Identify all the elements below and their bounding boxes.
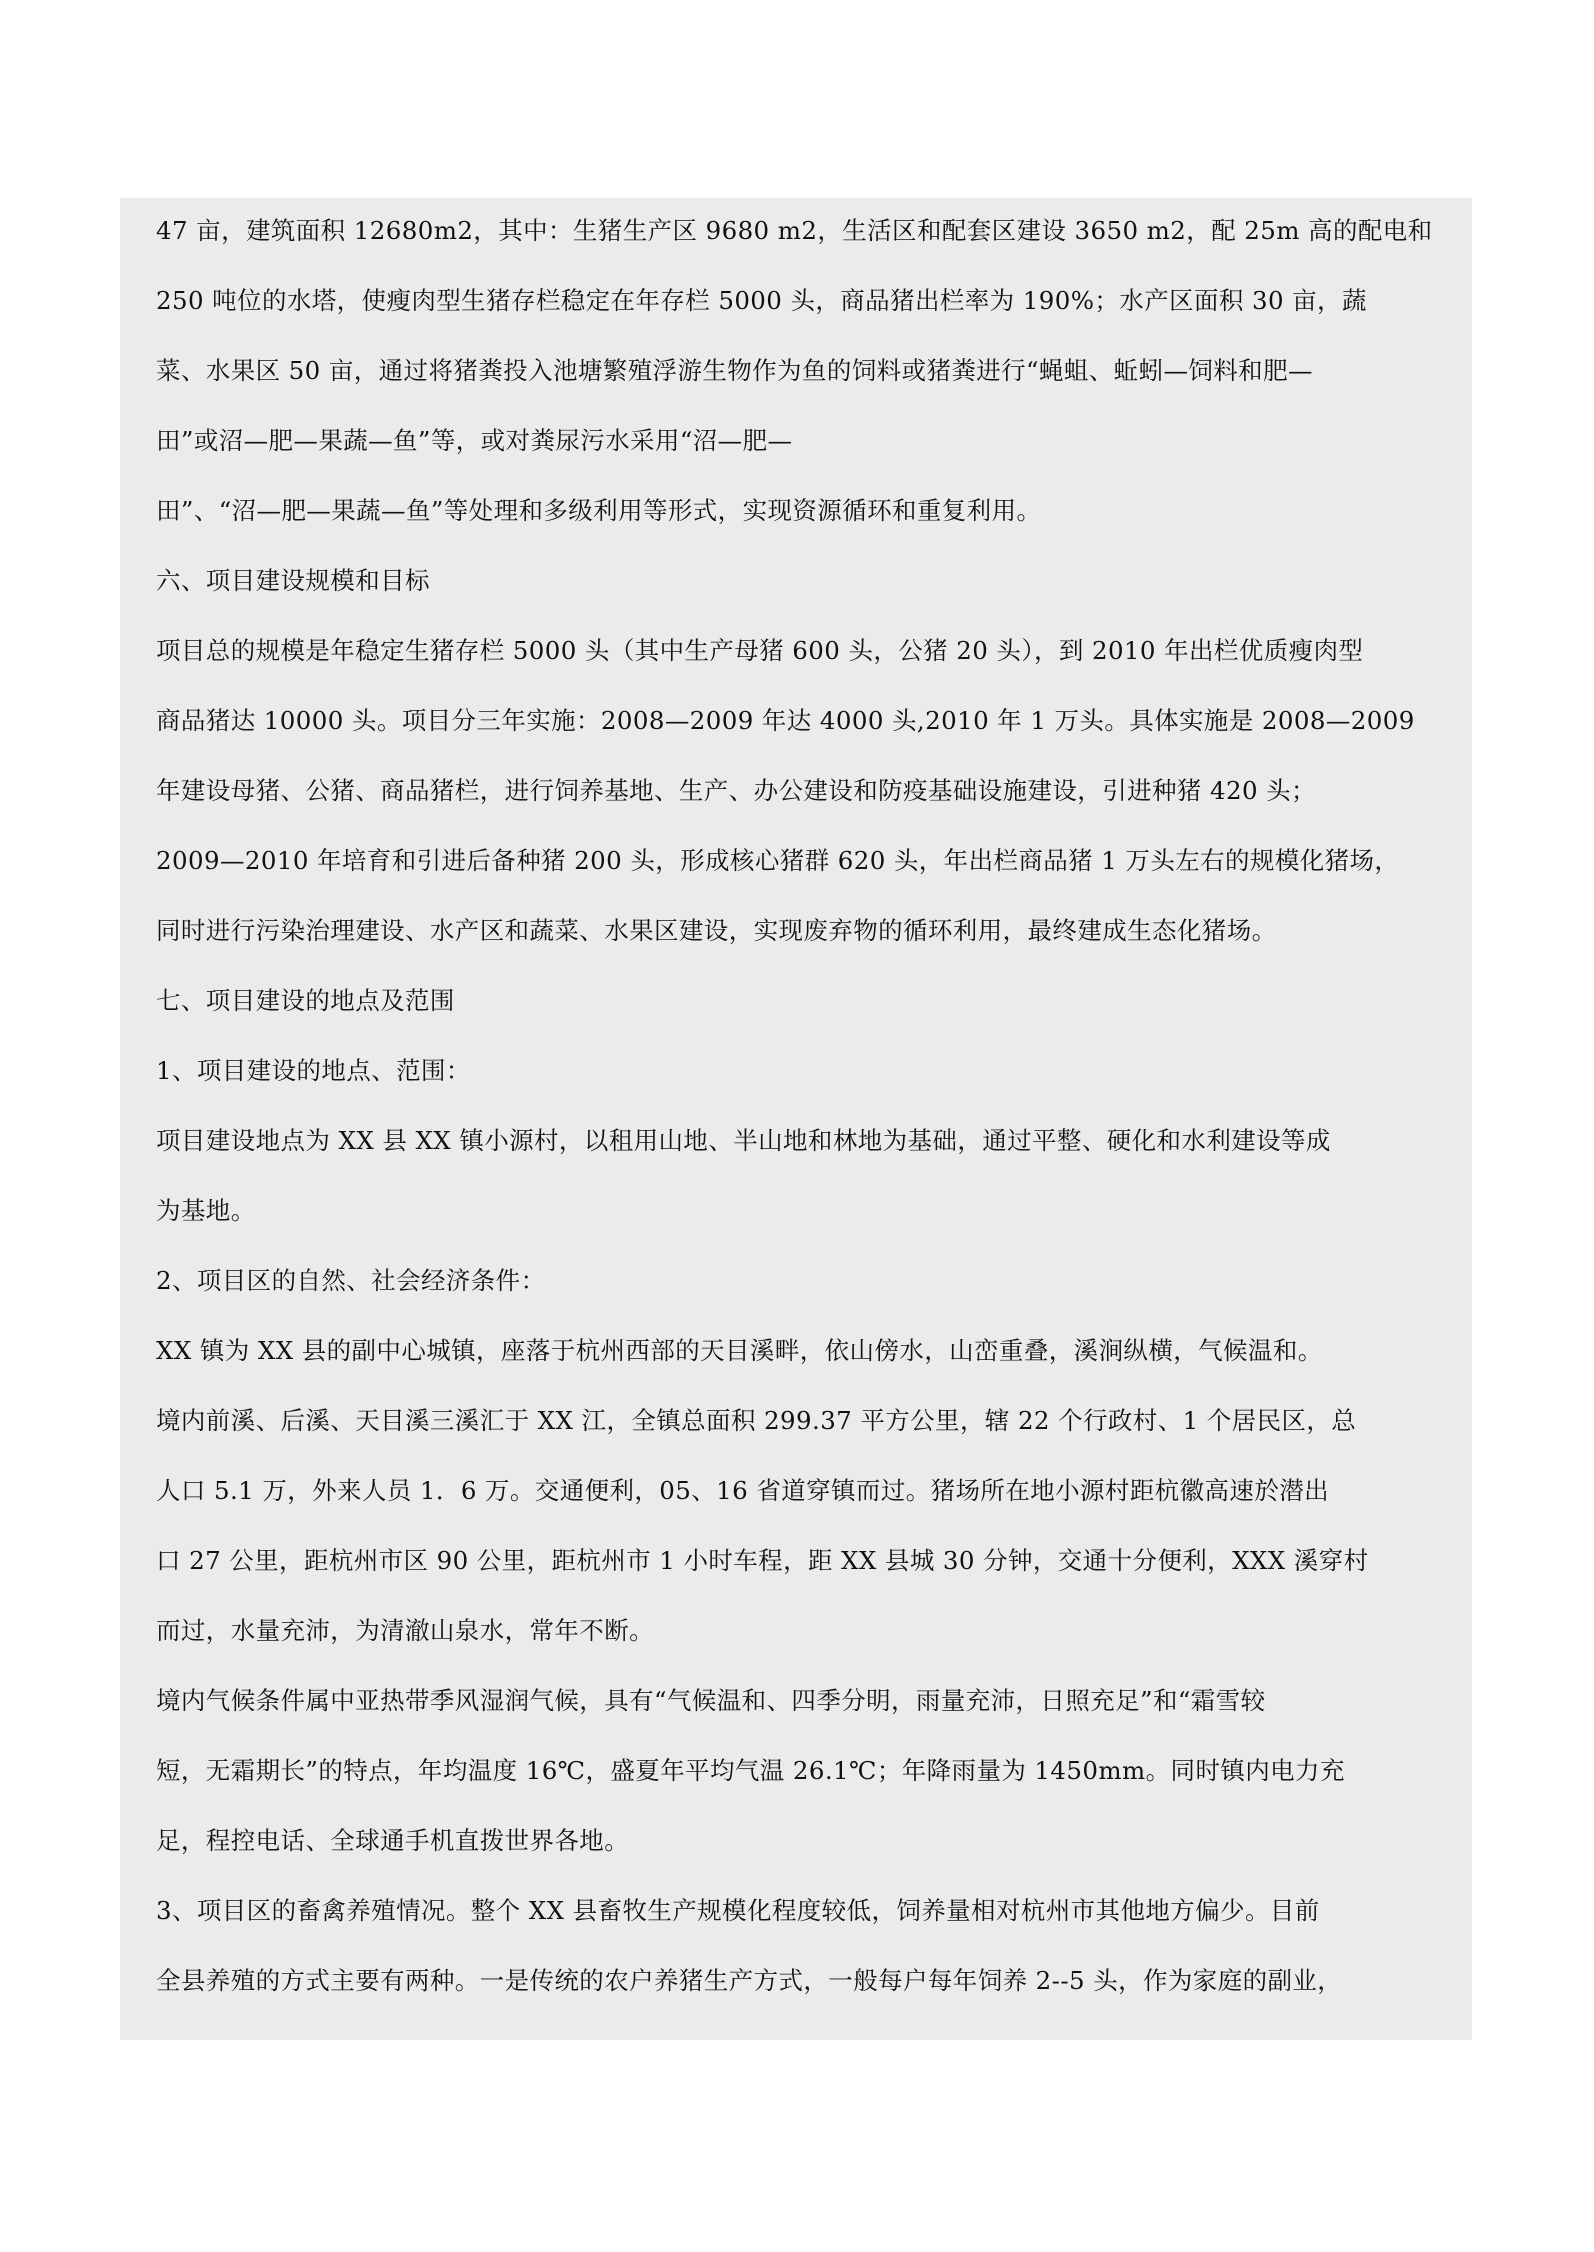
section-heading: 六、项目建设规模和目标 [156, 566, 430, 595]
paragraph-line: 250 吨位的水塔，使瘦肉型生猪存栏稳定在年存栏 5000 头，商品猪出栏率为 190%；水产区面积 30 亩，蔬 [156, 286, 1367, 315]
paragraph-line: 为基地。 [156, 1196, 256, 1225]
subsection-heading: 2、项目区的自然、社会经济条件： [156, 1266, 546, 1295]
paragraph-line: 项目建设地点为 XX 县 XX 镇小源村，以租用山地、半山地和林地为基础，通过平整、硬化和水利建设等成 [156, 1126, 1331, 1155]
section-heading: 七、项目建设的地点及范围 [156, 986, 455, 1015]
paragraph-line: 田”或沼—肥—果蔬—鱼”等，或对粪尿污水采用“沼—肥— [156, 426, 793, 455]
paragraph-line: 47 亩，建筑面积 12680m2，其中：生猪生产区 9680 m2，生活区和配套区建设 3650 m2，配 25m 高的配电和 [156, 216, 1433, 245]
paragraph-line: 境内前溪、后溪、天目溪三溪汇于 XX 江，全镇总面积 299.37 平方公里，辖 22 个行政村、1 个居民区，总 [156, 1406, 1357, 1435]
paragraph-line: XX 镇为 XX 县的副中心城镇，座落于杭州西部的天目溪畔，依山傍水，山峦重叠，溪涧纵横，气候温和。 [156, 1336, 1323, 1365]
paragraph-line: 境内气候条件属中亚热带季风湿润气候，具有“气候温和、四季分明，雨量充沛，日照充足”和“霜雪较 [156, 1686, 1266, 1715]
paragraph-line: 2009—2010 年培育和引进后备种猪 200 头，形成核心猪群 620 头，年出栏商品猪 1 万头左右的规模化猪场， [156, 846, 1400, 875]
paragraph-line: 口 27 公里，距杭州市区 90 公里，距杭州市 1 小时车程，距 XX 县城 30 分钟，交通十分便利，XXX 溪穿村 [156, 1546, 1369, 1575]
paragraph-line: 短，无霜期长”的特点，年均温度 16℃，盛夏年平均气温 26.1℃；年降雨量为 1450mm。同时镇内电力充 [156, 1756, 1345, 1785]
subsection-heading: 1、项目建设的地点、范围： [156, 1056, 471, 1085]
paragraph-line: 年建设母猪、公猪、商品猪栏，进行饲养基地、生产、办公建设和防疫基础设施建设，引进种猪 420 头； [156, 776, 1316, 805]
paragraph-line: 项目总的规模是年稳定生猪存栏 5000 头（其中生产母猪 600 头，公猪 20 头），到 2010 年出栏优质瘦肉型 [156, 636, 1364, 665]
document-body [120, 198, 1472, 2040]
paragraph-line: 全县养殖的方式主要有两种。一是传统的农户养猪生产方式，一般每户每年饲养 2--5 头，作为家庭的副业， [156, 1966, 1343, 1995]
paragraph-line: 而过，水量充沛，为清澈山泉水，常年不断。 [156, 1616, 654, 1645]
paragraph-line: 同时进行污染治理建设、水产区和蔬菜、水果区建设，实现废弃物的循环利用，最终建成生态化猪场。 [156, 916, 1277, 945]
paragraph-line: 菜、水果区 50 亩，通过将猪粪投入池塘繁殖浮游生物作为鱼的饲料或猪粪进行“蝇蛆、蚯蚓—饲料和肥— [156, 356, 1313, 385]
paragraph-line: 田”、“沼—肥—果蔬—鱼”等处理和多级利用等形式，实现资源循环和重复利用。 [156, 496, 1042, 525]
paragraph-line: 人口 5.1 万，外来人员 1．6 万。交通便利，05、16 省道穿镇而过。猪场所在地小源村距杭徽高速於潜出 [156, 1476, 1330, 1505]
paragraph-line: 商品猪达 10000 头。项目分三年实施：2008—2009 年达 4000 头,2010 年 1 万头。具体实施是 2008—2009 [156, 706, 1415, 735]
paragraph-line: 足，程控电话、全球通手机直拨世界各地。 [156, 1826, 630, 1855]
paragraph-line: 3、项目区的畜禽养殖情况。整个 XX 县畜牧生产规模化程度较低，饲养量相对杭州市其他地方偏少。目前 [156, 1896, 1320, 1925]
